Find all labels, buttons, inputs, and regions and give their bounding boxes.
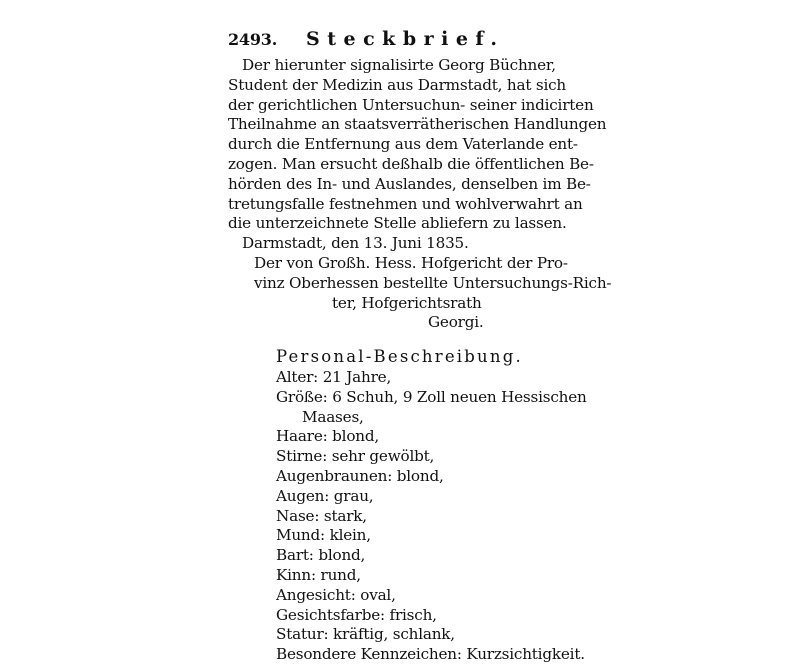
body-line: hörden des In- und Auslandes, denselben im Be- [228, 174, 591, 193]
description-item: Kinn: rund, [276, 565, 361, 584]
description-item: Nase: stark, [276, 506, 367, 525]
description-item: Gesichtsfarbe: frisch, [276, 605, 437, 624]
notice-body [228, 56, 607, 234]
body-line: Der hierunter signalisirte Georg Büchner, [242, 56, 556, 74]
authority-line: Der von Großh. Hess. Hofgericht der Pro- [254, 253, 568, 272]
authority-line: ter, Hofgerichtsrath [332, 293, 482, 312]
description-item: Haare: blond, [276, 427, 380, 446]
description-item: Bart: blond, [276, 546, 366, 565]
body-line: die unterzeichnete Stelle abliefern zu lassen. [228, 214, 567, 233]
personal-description [228, 347, 587, 665]
description-item: Stirne: sehr gewölbt, [276, 447, 435, 466]
authority-block [228, 253, 612, 313]
description-item: Alter: 21 Jahre, [276, 367, 392, 386]
description-item: Mund: klein, [276, 526, 371, 545]
wanted-notice [228, 28, 612, 665]
body-line: durch die Entfernung aus dem Vaterlande ent- [228, 135, 578, 154]
place-date: Darmstadt, den 13. Juni 1835. [242, 234, 469, 253]
notice-number: 2493. [228, 30, 278, 49]
body-line: Theilnahme an staatsverrätherischen Handlungen [228, 115, 607, 134]
description-item: Maases, [302, 407, 364, 426]
description-title: Personal-Beschreibung. [276, 347, 523, 367]
description-item: Augen: grau, [276, 486, 374, 505]
body-line: der gerichtlichen Untersuchun- seiner indicirten [228, 95, 594, 114]
body-line: zogen. Man ersucht deßhalb die öffentlichen Be- [228, 154, 594, 173]
body-line: Student der Medizin aus Darmstadt, hat sich [228, 75, 566, 94]
signer-name: Georgi. [428, 313, 484, 332]
description-item: Besondere Kennzeichen: Kurzsichtigkeit. [276, 645, 585, 664]
description-item: Augenbraunen: blond, [276, 466, 444, 485]
description-item: Statur: kräftig, schlank, [276, 625, 455, 644]
notice-header [228, 30, 578, 56]
body-line: tretungsfalle festnehmen und wohlverwahrt an [228, 194, 583, 213]
notice-title: Steckbrief. [306, 28, 505, 50]
description-item: Größe: 6 Schuh, 9 Zoll neuen Hessischen [276, 387, 587, 406]
description-item: Angesicht: oval, [276, 585, 396, 604]
authority-line: vinz Oberhessen bestellte Untersuchungs-Rich- [254, 273, 612, 292]
